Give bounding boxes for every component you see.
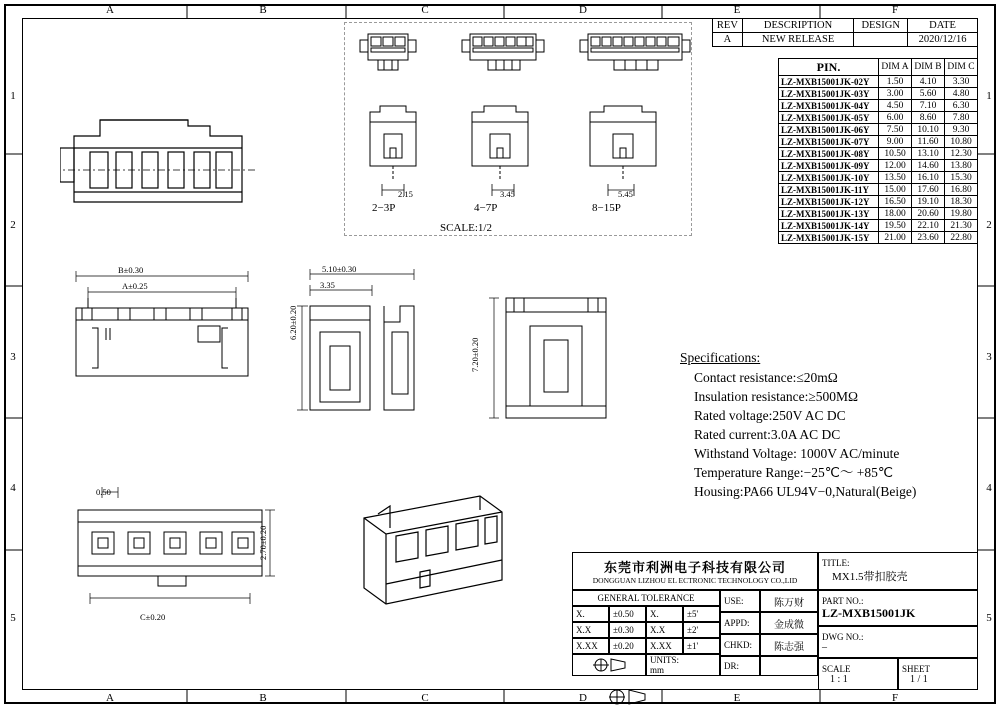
pin-row-c: 3.30 [945,76,978,88]
appd-value: 金成微 [760,612,818,634]
isometric-housing-view [60,108,260,218]
pin-row-a: 13.50 [879,172,912,184]
pin-row-b: 5.60 [912,88,945,100]
pin-row-a: 1.50 [879,76,912,88]
rev-header-description: DESCRIPTION [742,19,853,33]
pin-row-name: LZ-MXB15001JK-09Y [779,160,879,172]
pin-row-b: 13.10 [912,148,945,160]
tol-v1-0: ±0.50 [609,606,646,622]
pin-row-b: 11.60 [912,136,945,148]
dr-value [760,656,818,676]
isometric-3d-view [330,484,530,636]
projection-symbol-cell [572,654,646,676]
tol-k1-1: X.X [572,622,609,638]
part-no-cell [818,590,978,626]
table-row [779,184,978,196]
variant-label-4-7p: 4−7P [474,202,498,214]
company-name-en: DONGGUAN LIZHOU EL ECTRONIC TECHNOLOGY CO.,LID [592,576,798,585]
pin-row-b: 4.10 [912,76,945,88]
pin-row-name: LZ-MXB15001JK-15Y [779,232,879,244]
zone-number-left-5: 5 [10,612,16,624]
table-row [779,148,978,160]
pin-row-c: 18.30 [945,196,978,208]
pin-row-c: 15.30 [945,172,978,184]
rev-row-design [854,33,908,47]
pin-row-a: 16.50 [879,196,912,208]
pin-table-title: PIN. [779,59,879,76]
title-value: MX1.5带扣胶壳 [832,571,908,583]
pin-row-name: LZ-MXB15001JK-06Y [779,124,879,136]
pin-row-name: LZ-MXB15001JK-05Y [779,112,879,124]
scale-value: 1 : 1 [830,673,848,685]
rev-header-rev: REV [713,19,743,33]
pin-row-c: 22.80 [945,232,978,244]
pin-row-a: 12.00 [879,160,912,172]
zone-number-right-2: 2 [986,219,992,231]
tol-k1-0: X. [572,606,609,622]
pin-row-b: 16.10 [912,172,945,184]
zone-number-right-4: 4 [986,482,992,494]
pin-row-c: 6.30 [945,100,978,112]
pin-row-c: 4.80 [945,88,978,100]
spec-line-insulation-resistance: Insulation resistance:≥500MΩ [694,389,859,404]
sheet-label: SHEET [902,663,930,674]
table-row [713,33,978,47]
rev-header-date: DATE [908,19,978,33]
specifications-title: Specifications: [680,350,761,365]
pin-header-dim-a: DIM A [879,59,912,76]
table-row [779,124,978,136]
zone-letter-top-c: C [421,4,429,16]
pin-row-name: LZ-MXB15001JK-12Y [779,196,879,208]
spec-line-temperature-range: Temperature Range:−25℃～ +85℃ [694,465,894,480]
table-row [779,100,978,112]
use-value: 陈万财 [760,590,818,612]
pin-row-c: 10.80 [945,136,978,148]
revision-table [712,18,978,47]
zone-letter-top-f: F [891,4,899,16]
table-row [779,196,978,208]
pin-row-name: LZ-MXB15001JK-04Y [779,100,879,112]
scale-cell [818,658,898,690]
rev-header-design: DESIGN [854,19,908,33]
tol-k1-2: X.XX [572,638,609,654]
pin-row-name: LZ-MXB15001JK-07Y [779,136,879,148]
table-row [779,136,978,148]
use-label: USE: [720,590,760,612]
tol-v2-1: ±2' [683,622,720,638]
spec-line-rated-current: Rated current:3.0A AC DC [694,427,841,442]
dr-label: DR: [720,656,760,676]
zone-number-left-3: 3 [10,351,16,363]
pin-row-name: LZ-MXB15001JK-13Y [779,208,879,220]
pin-row-a: 18.00 [879,208,912,220]
tol-v2-0: ±5' [683,606,720,622]
zone-number-right-5: 5 [986,612,992,624]
pin-row-a: 10.50 [879,148,912,160]
pitch-label-5-45: 5.45 [618,189,633,199]
pin-row-b: 10.10 [912,124,945,136]
pin-row-b: 17.60 [912,184,945,196]
section-view-center [296,262,436,422]
zone-letter-bottom-f: F [891,692,899,704]
sheet-value: 1 / 1 [910,673,928,685]
pitch-label-3-45: 3.45 [500,189,515,199]
zone-letter-top-d: D [579,4,587,16]
pin-row-b: 19.10 [912,196,945,208]
pin-row-b: 23.60 [912,232,945,244]
pin-row-a: 6.00 [879,112,912,124]
pin-row-a: 3.00 [879,88,912,100]
top-views-row [352,28,692,88]
zone-number-right-1: 1 [986,90,992,102]
bottom-view-dimensioned [62,482,282,612]
pitch-label-2-15: 2.15 [398,189,413,199]
dim-label-335: 3.35 [320,280,335,290]
tol-v1-1: ±0.30 [609,622,646,638]
tol-k2-0: X. [646,606,683,622]
pin-row-b: 8.60 [912,112,945,124]
table-row [779,232,978,244]
bottom-projection-icon [608,688,648,706]
spec-line-housing: Housing:PA66 UL94V−0,Natural(Beige) [694,484,917,499]
zone-letter-top-e: E [733,4,741,16]
zone-letter-bottom-c: C [421,692,429,704]
chkd-value: 陈志强 [760,634,818,656]
pin-row-b: 22.10 [912,220,945,232]
units-label: UNITS: [650,655,679,665]
table-row [779,160,978,172]
pin-row-name: LZ-MXB15001JK-14Y [779,220,879,232]
first-angle-projection-icon [592,658,626,672]
table-row [779,220,978,232]
title-label: TITLE: [822,558,850,568]
company-name-cn: 东莞市利洲电子科技有限公司 [603,560,786,575]
appd-label: APPD: [720,612,760,634]
pin-header-dim-c: DIM C [945,59,978,76]
scale-label: SCALE [822,663,851,674]
part-no-label: PART NO.: [822,595,864,606]
dim-label-a: A±0.25 [122,281,148,291]
table-row [779,208,978,220]
group-scale-label: SCALE:1/2 [440,222,492,234]
table-row [779,112,978,124]
pin-row-a: 4.50 [879,100,912,112]
zone-letter-top-b: B [259,4,267,16]
pin-row-a: 9.00 [879,136,912,148]
pin-row-b: 14.60 [912,160,945,172]
zone-letter-bottom-e: E [733,692,741,704]
pin-row-c: 13.80 [945,160,978,172]
table-row [779,88,978,100]
table-row [779,76,978,88]
zone-number-left-1: 1 [10,90,16,102]
pin-row-a: 21.00 [879,232,912,244]
pin-row-c: 16.80 [945,184,978,196]
pin-row-a: 19.50 [879,220,912,232]
specifications-block [680,348,990,501]
table-row [779,172,978,184]
dim-label-620: 6.20±0.20 [288,305,298,340]
tol-v2-2: ±1' [683,638,720,654]
general-tolerance-header: GENERAL TOLERANCE [572,590,720,606]
tol-v1-2: ±0.20 [609,638,646,654]
pin-row-b: 7.10 [912,100,945,112]
variant-label-8-15p: 8−15P [592,202,621,214]
pin-row-b: 20.60 [912,208,945,220]
pin-header-dim-b: DIM B [912,59,945,76]
pin-row-name: LZ-MXB15001JK-10Y [779,172,879,184]
zone-letter-top-a: A [106,4,114,16]
pin-dimension-table [778,58,978,244]
dwg-no-label: DWG NO.: [822,631,864,642]
variant-label-2-3p: 2−3P [372,202,396,214]
dwg-no-value: – [822,641,827,653]
spec-line-contact-resistance: Contact resistance:≤20mΩ [694,370,838,385]
dim-label-c: C±0.20 [140,612,166,622]
zone-letter-bottom-d: D [579,692,587,704]
front-view-dimensioned [58,268,270,388]
pin-row-name: LZ-MXB15001JK-11Y [779,184,879,196]
dim-label-b: B±0.30 [118,265,144,275]
dim-label-510: 5.10±0.30 [322,264,357,274]
units-cell [646,654,720,676]
pin-row-name: LZ-MXB15001JK-02Y [779,76,879,88]
tol-k2-1: X.X [646,622,683,638]
pin-row-c: 12.30 [945,148,978,160]
spec-line-withstand-voltage: Withstand Voltage: 1000V AC/minute [694,446,900,461]
zone-letter-bottom-a: A [106,692,114,704]
title-block [572,552,978,690]
pin-row-c: 9.30 [945,124,978,136]
zone-number-left-4: 4 [10,482,16,494]
pin-row-c: 19.80 [945,208,978,220]
pin-row-a: 7.50 [879,124,912,136]
units-value: mm [650,665,665,675]
pin-row-c: 7.80 [945,112,978,124]
pin-row-c: 21.30 [945,220,978,232]
dim-label-720: 7.20±0.20 [470,337,480,372]
rev-row-description: NEW RELEASE [742,33,853,47]
dwg-no-cell [818,626,978,658]
pin-row-name: LZ-MXB15001JK-08Y [779,148,879,160]
company-cell [572,552,818,590]
part-no-value: LZ-MXB15001JK [822,605,916,620]
rev-row-date: 2020/12/16 [908,33,978,47]
chkd-label: CHKD: [720,634,760,656]
dim-label-270: 2.70±0.20 [258,525,268,560]
pin-row-name: LZ-MXB15001JK-03Y [779,88,879,100]
zone-letter-bottom-b: B [259,692,267,704]
dim-label-050: 0.50 [96,487,111,497]
title-cell [818,552,978,590]
pin-row-a: 15.00 [879,184,912,196]
zone-number-left-2: 2 [10,219,16,231]
rev-row-rev: A [713,33,743,47]
section-view-right [486,288,636,438]
zone-number-right-3: 3 [986,351,992,363]
sheet-cell [898,658,978,690]
spec-line-rated-voltage: Rated voltage:250V AC DC [694,408,846,423]
tol-k2-2: X.XX [646,638,683,654]
